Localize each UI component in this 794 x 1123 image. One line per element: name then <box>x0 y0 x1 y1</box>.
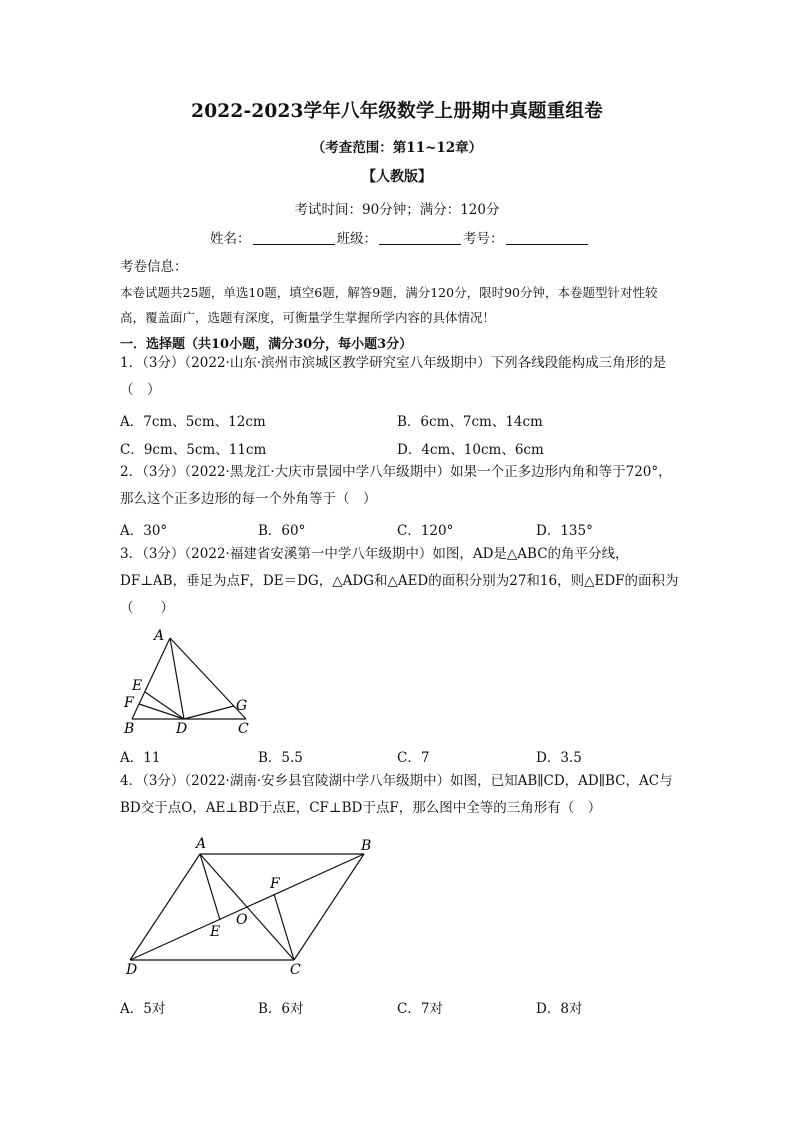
class-blank <box>379 230 461 245</box>
question-4-figure <box>118 832 388 982</box>
question-3-option-c: C．7 <box>397 750 430 766</box>
question-4-option-d: D．8对 <box>536 1001 583 1017</box>
question-2-stem: 2．（3分）（2022·黑龙江·大庆市景园中学八年级期中）如果一个正多边形内角和等于720°，那么这个正多边形的每一个外角等于（ ） <box>120 464 672 507</box>
question-1-option-b: B．6cm、7cm、14cm <box>397 414 543 430</box>
question-1-option-a: A．7cm、5cm、12cm <box>120 414 266 430</box>
fig4-label-c: C <box>290 962 301 978</box>
fig3-label-c: C <box>238 721 249 737</box>
question-4-option-b: B．6对 <box>258 1001 304 1017</box>
question-4-option-a: A．5对 <box>120 1001 166 1017</box>
fig4-label-f: F <box>270 876 280 892</box>
fig4-label-e: E <box>210 924 221 940</box>
fig3-label-b: B <box>124 721 135 737</box>
fig3-label-g: G <box>236 698 248 714</box>
fig4-label-o: O <box>236 912 248 928</box>
fig4-line-ae <box>200 854 220 920</box>
question-1-option-d: D．4cm、10cm、6cm <box>397 442 544 458</box>
fig3-line-fd <box>139 704 184 719</box>
question-3-figure <box>118 624 268 739</box>
page-title: 2022-2023学年八年级数学上册期中真题重组卷 <box>191 101 603 122</box>
question-2-option-d: D．135° <box>536 523 593 539</box>
question-4-option-c: C．7对 <box>397 1001 443 1017</box>
question-3-option-d: D．3.5 <box>536 750 582 766</box>
fig3-label-e: E <box>132 678 143 694</box>
number-label: 考号： <box>463 231 504 247</box>
fig3-line-ed <box>145 692 184 719</box>
name-label: 姓名： <box>210 231 251 247</box>
question-3-option-b: B．5.5 <box>258 750 303 766</box>
info-heading: 考卷信息： <box>120 259 188 275</box>
question-2-option-a: A．30° <box>120 523 168 539</box>
fig3-label-a: A <box>154 628 165 644</box>
fig4-line-cf <box>274 894 294 960</box>
edition-label: 【人教版】 <box>362 169 432 185</box>
fig4-label-a: A <box>196 836 207 852</box>
exam-scope: （考查范围：第11~12章） <box>311 140 483 156</box>
name-blank <box>253 230 335 245</box>
fig4-label-b: B <box>361 838 372 854</box>
question-1-option-c: C．9cm、5cm、11cm <box>120 442 267 458</box>
fig3-label-f: F <box>124 695 134 711</box>
fig4-label-d: D <box>126 962 138 978</box>
section-heading: 一．选择题（共10小题，满分30分，每小题3分） <box>120 337 413 352</box>
student-info-line <box>210 227 590 247</box>
question-2-option-b: B．60° <box>258 523 306 539</box>
question-2-option-c: C．120° <box>397 523 454 539</box>
class-label: 班级： <box>336 231 377 247</box>
fig3-line-dg <box>184 706 234 719</box>
info-body: 本卷试题共25题，单选10题，填空6题，解答9题，满分120分，限时90分钟，本卷题型针对性较高，覆盖面广，选题有深度，可衡量学生掌握所学内容的具体情况！ <box>120 285 658 325</box>
exam-time: 考试时间：90分钟；满分：120分 <box>294 202 500 218</box>
fig3-label-d: D <box>176 721 188 737</box>
question-3-option-a: A．11 <box>120 750 161 766</box>
question-4-stem: 4．（3分）（2022·湖南·安乡县官陵湖中学八年级期中）如图，已知AB∥CD，AD∥BC，AC与BD交于点O，AE⊥BD于点E，CF⊥BD于点F，那么图中全等的三角形有（ ） <box>120 773 673 816</box>
question-1-stem: 1．（3分）（2022·山东·滨州市滨城区教学研究室八年级期中）下列各线段能构成三角形的是（ ） <box>120 355 667 398</box>
number-blank <box>506 230 588 245</box>
question-3-stem: 3．（3分）（2022·福建省安溪第一中学八年级期中）如图，AD是△ABC的角平分线，DF⊥AB，垂足为点F，DE＝DG，△ADG和△AED的面积分别为27和16，则△EDF的面积为（ ） <box>120 546 679 616</box>
